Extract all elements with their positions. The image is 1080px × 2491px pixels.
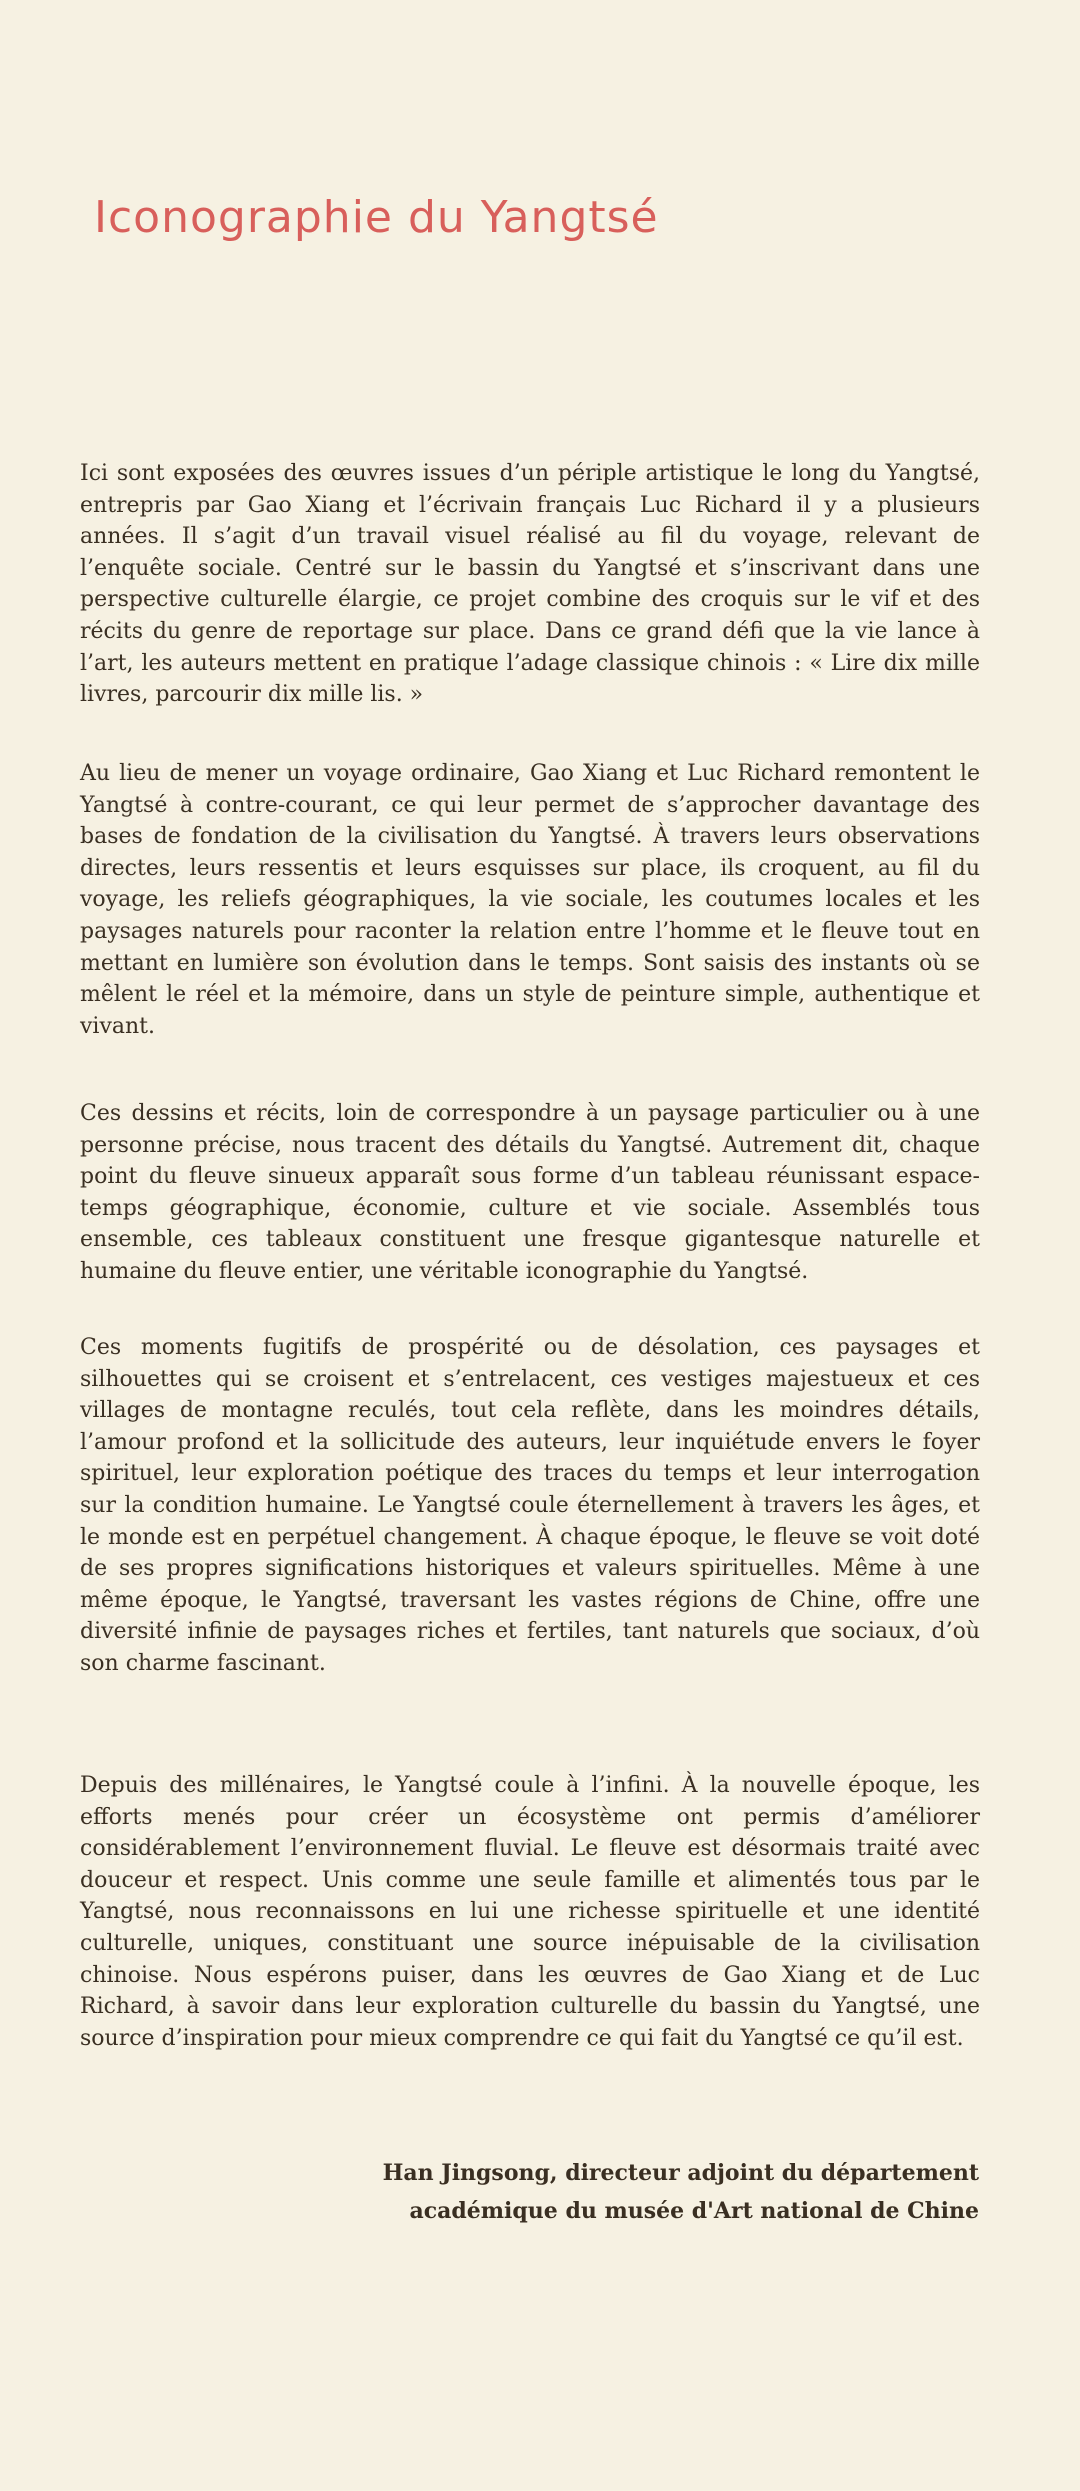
paragraph-2: Au lieu de mener un voyage ordinaire, Gao Xiang et Luc Richard remontent le Yangtsé à contre-courant, ce qui leur permet de s’approcher davantage des bases de fondation de la civilisation du Yangtsé. À travers leurs observations directes, leurs ressentis et leurs esquisses sur place, ils croquent, au fil du voyage, les reliefs géographiques, la vie sociale, les coutumes locales et les paysages naturels pour raconter la relation entre l’homme et le fleuve tout en mettant en lumière son évolution dans le temps. Sont saisis des instants où se mêlent le réel et la mémoire, dans un style de peinture simple, authentique et vivant. — [80, 761, 980, 1039]
signature-line-2: académique du musée d'Art national de Chine — [409, 2198, 979, 2224]
signature-line-1: Han Jingsong, directeur adjoint du département — [382, 2160, 979, 2186]
paragraph-4: Ces moments fugitifs de prospérité ou de désolation, ces paysages et silhouettes qui se croisent et s’entrelacent, ces vestiges majestueux et ces villages de montagne reculés, tout cela reflète, dans les moindres détails, l’amour profond et la sollicitude des auteurs, leur inquiétude envers le foyer spirituel, leur exploration poétique des traces du temps et leur interrogation sur la condition humaine. Le Yangtsé coule éternellement à travers les âges, et le monde est en perpétuel changement. À chaque époque, le fleuve se voit doté de ses propres significations historiques et valeurs spirituelles. Même à une même époque, le Yangtsé, traversant les vastes régions de Chine, offre une diversité infinie de paysages riches et fertiles, tant naturels que sociaux, d’où son charme fascinant. — [80, 1335, 980, 1676]
paragraph-1-block — [80, 458, 980, 711]
paragraph-5: Depuis des millénaires, le Yangtsé coule à l’infini. À la nouvelle époque, les efforts menés pour créer un écosystème ont permis d’améliorer considérablement l’environnement fluvial. Le fleuve est désormais traité avec douceur et respect. Unis comme une seule famille et alimentés tous par le Yangtsé, nous reconnaissons en lui une richesse spirituelle et une identité culturelle, uniques, constituant une source inépuisable de la civilisation chinoise. Nous espérons puiser, dans les œuvres de Gao Xiang et de Luc Richard, à savoir dans leur exploration culturelle du bassin du Yangtsé, une source d’inspiration pour mieux comprendre ce qui fait du Yangtsé ce qu’il est. — [80, 1773, 980, 2051]
paragraph-3: Ces dessins et récits, loin de correspondre à un paysage particulier ou à une personne précise, nous tracent des détails du Yangtsé. Autrement dit, chaque point du fleuve sinueux apparaît sous forme d’un tableau réunissant espace-temps géographique, économie, culture et vie sociale. Assemblés tous ensemble, ces tableaux constituent une fresque gigantesque naturelle et humaine du fleuve entier, une véritable iconographie du Yangtsé. — [80, 1101, 980, 1284]
page-title: Iconographie du Yangtsé — [94, 192, 659, 243]
paragraph-5-block — [80, 1770, 980, 2054]
paragraph-3-block — [80, 1098, 980, 1288]
paragraph-4-block — [80, 1332, 980, 1680]
signature — [279, 2154, 979, 2230]
paragraph-2-block — [80, 758, 980, 1042]
paragraph-1: Ici sont exposées des œuvres issues d’un périple artistique le long du Yangtsé, entrepris par Gao Xiang et l’écrivain français Luc Richard il y a plusieurs années. Il s’agit d’un travail visuel réalisé au fil du voyage, relevant de l’enquête sociale. Centré sur le bassin du Yangtsé et s’inscrivant dans une perspective culturelle élargie, ce projet combine des croquis sur le vif et des récits du genre de reportage sur place. Dans ce grand défi que la vie lance à l’art, les auteurs mettent en pratique l’adage classique chinois : « Lire dix mille livres, parcourir dix mille lis. » — [80, 461, 980, 708]
